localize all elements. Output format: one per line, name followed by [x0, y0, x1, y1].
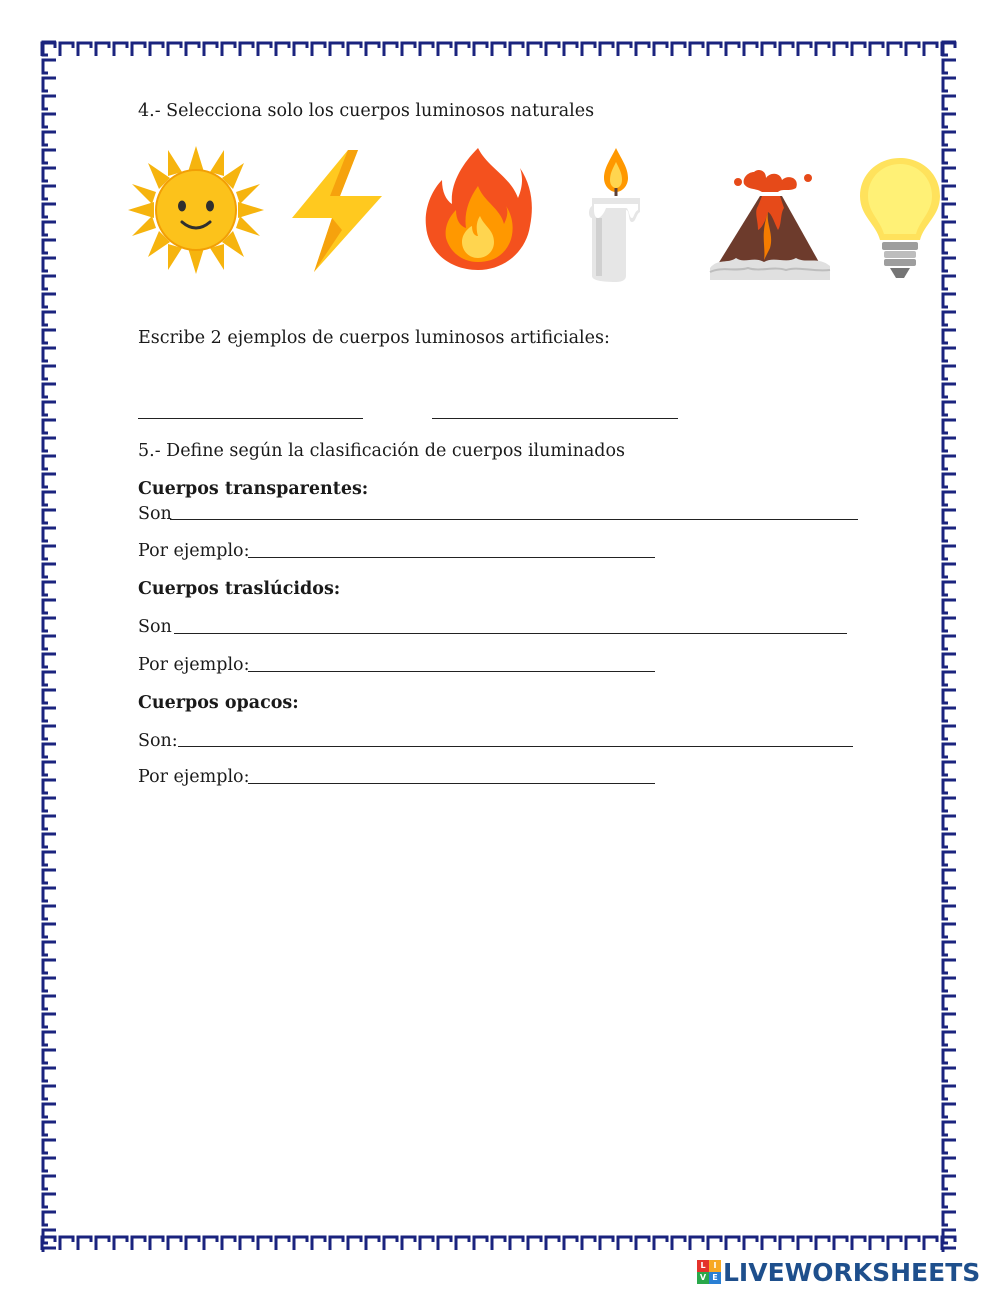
logo-letter-l: L	[697, 1260, 709, 1272]
traslucidos-example-blank[interactable]	[248, 671, 655, 672]
page-border-top	[40, 40, 958, 58]
question-4-title: 4.- Selecciona solo los cuerpos luminosos naturales	[138, 101, 595, 121]
page-border-left	[40, 40, 58, 1252]
traslucidos-heading: Cuerpos traslúcidos:	[138, 579, 341, 599]
opacos-heading: Cuerpos opacos:	[138, 693, 299, 713]
question-5-title: 5.- Define según la clasificación de cuerpos iluminados	[138, 441, 626, 461]
traslucidos-example-label: Por ejemplo:	[138, 655, 250, 675]
traslucidos-son-label: Son	[138, 617, 172, 637]
opacos-definition-blank[interactable]	[178, 746, 853, 747]
liveworksheets-logo-mark	[697, 1260, 721, 1284]
logo-letter-e: E	[709, 1272, 721, 1284]
traslucidos-definition-blank[interactable]	[174, 633, 847, 634]
page-border-right	[940, 40, 958, 1252]
artificial-example-2-blank[interactable]	[432, 418, 678, 419]
transparentes-definition-blank[interactable]	[170, 519, 858, 520]
opacos-example-blank[interactable]	[248, 783, 655, 784]
logo-letter-i: I	[709, 1260, 721, 1272]
transparentes-heading: Cuerpos transparentes:	[138, 479, 369, 499]
liveworksheets-brand-text: LIVEWORKSHEETS	[723, 1257, 981, 1287]
page-border-bottom	[40, 1234, 958, 1252]
candle-icon[interactable]	[586, 148, 646, 282]
fire-icon[interactable]	[422, 146, 534, 272]
transparentes-son-label: Son	[138, 504, 172, 524]
lightning-icon[interactable]	[286, 150, 386, 272]
artificial-example-1-blank[interactable]	[138, 418, 363, 419]
volcano-icon[interactable]	[708, 168, 832, 280]
transparentes-example-label: Por ejemplo:	[138, 541, 250, 561]
opacos-example-label: Por ejemplo:	[138, 767, 250, 787]
logo-letter-v: V	[697, 1272, 709, 1284]
transparentes-example-blank[interactable]	[248, 557, 655, 558]
lightbulb-icon[interactable]	[860, 158, 940, 280]
sun-icon[interactable]	[128, 146, 264, 274]
opacos-son-label: Son:	[138, 731, 178, 751]
artificial-examples-prompt: Escribe 2 ejemplos de cuerpos luminosos artificiales:	[138, 328, 610, 348]
liveworksheets-logo[interactable]	[697, 1256, 980, 1288]
